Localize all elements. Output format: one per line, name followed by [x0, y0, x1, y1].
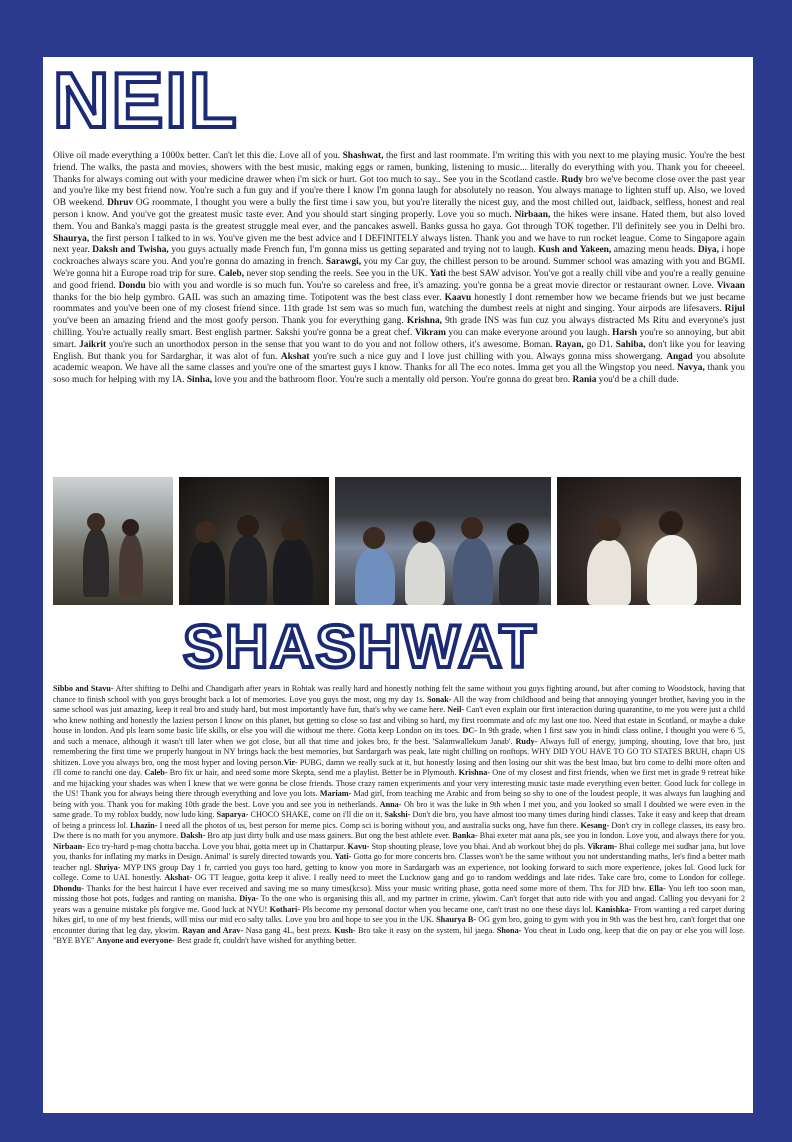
friend-name: Shashwat, [342, 151, 384, 161]
friend-name: Jaikrit [79, 339, 107, 350]
friend-name: Anyone and everyone- [96, 936, 175, 945]
friend-name: Akshat- [164, 873, 193, 882]
friend-name: Saparya- [216, 810, 249, 819]
friend-name: Banka- [452, 831, 478, 840]
neil-title: NEIL [53, 57, 239, 144]
friend-name: Shona- [496, 925, 522, 935]
friend-name: Caleb, [218, 268, 245, 279]
friend-name: Akshat [280, 351, 310, 362]
friend-name: Kothari- [269, 904, 301, 914]
friend-name: Sonak- [426, 694, 452, 704]
friend-name: Angad [666, 351, 693, 362]
group-photo-3 [335, 477, 551, 605]
friend-name: Rudy- [515, 736, 538, 746]
friend-name: Nirbaan, [514, 209, 551, 220]
friend-name: Dhondu- [53, 883, 84, 893]
friend-name: Shriya- [94, 862, 121, 872]
friend-name: Vir- [283, 757, 298, 767]
friend-name: Navya, [676, 363, 705, 374]
friend-name: Sahiba, [615, 339, 646, 350]
group-photo-2 [179, 477, 329, 605]
friend-name: Lhazin- [130, 820, 158, 830]
friend-name: Shaurya, [53, 233, 90, 244]
friend-name: Yati [429, 268, 446, 279]
friend-name: Rudy [561, 174, 583, 185]
friend-name: Vivaan [716, 280, 746, 291]
friend-name: Kush- [334, 925, 356, 935]
friend-name: Sarawgi, [325, 257, 362, 268]
friend-name: Kesang- [580, 820, 610, 830]
friend-name: Daksh- [180, 831, 206, 840]
friend-name: Diya- [239, 894, 259, 903]
friend-name: Mariam- [319, 789, 352, 798]
friend-name: Kaavu [444, 292, 472, 303]
shashwat-message: Sibbo and Stavu- After shifting to Delhi and Chandigarh after years in Rohtak was really hard and honestly nothing felt the same without you guys fighting around, but after coming to Woodstock, having that chance to finish school with you guys brought back a lot of memories. Love you guys the most, ong my day 1s. Sonak- All the way from childhood and being that annoying younger brother, having you in the same school was just amazing, keep it real bro and study hard, but most importantly have fun, that's why we came here. Neil- Can't even explain our first interaction during quarantine, to me you were just a child who knew nothing and honestly the laziest person I know on this planet, but getting so close so fast and vibing so hard, my first roommate and ofc my last one too. Need that estate in Scotland, or maybe a duke house in london. And pls learn some basic life skills, or else you will die without me there. Gotta keep London on its toes. DC- In 9th grade, when I first saw you in hindi class online, I thought you were 6 '5, and such a menace, although it wasn't till later when we got close, but all that time and jokes bro, fr the best. 'Salamwallekum Janab'. Rudy- Always full of energy, jumping, shouting, love that bro, just remembering the first time we properly hungout in NY brings back the best memories, but Sardargarh was peak, late night chilling on rooftops. WHY DID YOU HAVE TO GO TO STATES BRUH, chapri US shitizen. Love you always bro, ong the most hyper and loving person.Vir- PUBG, damn we really suck at it, but honestly losing and then losing our shit was the best lmao, but bro come to delhi more often and i'll come to ranchi one day. Caleb- Bro fix ur hair, and need some more Skepta, send me a playlist. Better be in Plymouth. Krishna- One of my closest and first friends, when we first met in grade 9 retreat hike and me hijacking your shades was when I knew that we were gonna be close friends. Those crazy ramen experiments and your very interesting music taste made everything even better. Good luck for college in the US! Thank you for always being there through everything and love you lots. Mariam- Mad girl, from teaching me Arabic and from being so shy to one of the loudest people, it was always fun laughing and being with you. Thank you for making 10th grade the best. Love you and see you in netherlands. Anna- Oh bro it was the luke in 9th when I met you, and you looked so small I doubted we were even in the same grade. To my roblox buddy, now ludo king. Saparya- CHOCO SHAKE, come on i'll die on it. Sakshi- Don't die bro, you have almost too many times during hindi classes. Take it easy and keep that dream of being a princess lol. Lhazin- I need all the photos of us, best person for meme pics. Comp sci is boring without you, and australia sucks ong, have fun there. Kesang- Don't cry in college classes, its easy bro. Dw there is no math for you anymore. Daksh- Bro atp just dirty bulk and use mass gainers. But ong the best athlete ever. Banka- Bhai exeter mat aana pls, see you in london. Love you, and always there for you. Nirbaan- Eco try-hard p-mag chotta baccha. Love you bhai, gotta meet up in Chattarpur. Kavu- Stop shouting please, love you bhai. And ab workout bhej do pls. Vikram- Bhai college mei sudhar jana, but love you, thanks for inflating my marks in Design. Animal' is surely directed towards you. Yati- Gotta go for more concerts bro. Classes won't be the same without you not understanding maths, let's find a better math teacher ngl. Shriya- MYP INS group Day 1 fr, carried you guys too hard, getting to know you more in Sardargarh was an experience, not looking forward to such more experience, jokes lol. Good luck for college. Come to UAL honestly. Akshat- OG TT league, gotta keep it alive. I really need to meet the Lucknow gang and go to random weddings and late rides. Take care bro, come to London for college. Dhondu- Thanks for the best haircut I have ever received and saving me so many times(kcso). Miss your music writing phase, gotta need some more of them. Thx for JID btw. Ella- You left too soon man, missing those hot pots, fudges and ranting on manisha. Diya- To the one who is organising this all, and my partner in crime, ykwim. Can't forget that auto ride with you and angad. Calling you devyani for 2 years was a genuine mistake pls forgive me. Good luck at NYU! Kothari- Pls become my personal doctor when you became one, can't trust no one these days lol. Kanishka- From wanting a red carpet during hikes girl, to one of my best friends, will miss our mid eco salty talks. Love you bro and hope to see you in the UK. Shaurya B- OG gym bro, going to gym with you in 9th was the best bro, can't forget that one encounter during that leg day, ykwim. Rayan and Arav- Nasa gang 4L, best prezs. Kush- Bro take it easy on the system, hil jaega. Shona- You cheat in Ludo ong, keep that die on pay or else you will lose. "BYE BYE" Anyone and everyone- Best grade fr, couldn't have wished for anything better. [53, 684, 746, 945]
friend-name: Kanishka- [595, 904, 632, 914]
friend-name: Rijul [724, 304, 745, 315]
friend-name: Caleb- [144, 768, 168, 777]
friend-name: Harsh [612, 327, 638, 338]
friend-name: Kavu- [347, 841, 370, 851]
photo-strip [53, 477, 751, 605]
friend-name: Neil- [447, 705, 465, 714]
friend-name: Shaurya B- [436, 915, 477, 924]
friend-name: Dhruv [107, 198, 134, 209]
neil-message: Olive oil made everything a 1000x better. Can't let this die. Love all of you. Shashwat, the first and last roommate. I'm writing this with you next to me playing music. You're the best friend. The walks, the pasta and movies, showers with the best music, making eggs or ramen, bunking, listening to music... literally do everything with you. Thank you for cheeeel. Thanks for always coming out with your medicine drawer when i'm sick or hurt. Got too much to say.. See you in the Scotland castle. Rudy bro we've become close over the past year and you're like my best friend now. You're such a fun guy and if you're there I know I'm gonna laugh for absolutely no reason. You always manage to lighten stuff up. Also, we loved OB weekend. Dhruv OG roommate, I thought you were a bully the first time i saw you, but you're literally the nicest guy, and the most chilled out, laidback, selfless, honest and real person i know. And you've got the greatest music taste ever. And you should start singing properly. Love you so much. Nirbaan, the hikes were insane. Hated them, but also loved them. You and Banka's maggi pasta is the greatest struggle meal ever, and the pancakes aswell. Banks gussa ho gaya. Got through TOK together. I'll definitely see you in Delhi bro. Shaurya, the first person I talked to in ws. You've given me the best advice and I DEFINITELY always listen. Thank you and we have to run rocket league. Come to Singapore again next year. Daksh and Twisha, you guys actually made French fun, I'm gonna miss us getting separated and trying not to laugh. Kush and Yakeen, amazing menu heads. Diya, i hope cockroaches always scare you. And you're gonna do amazing in french. Sarawgi, you my Car guy, the chillest person to be around. Summer school was amazing with you and BGMI. We're gonna hit a Europe road trip for sure. Caleb, never stop sending the reels. See you in the UK. Yati the best SAW advisor. You've got a really chill vibe and you're a really genuine and good friend. Dondu bio with you and wordle is so much fun. You're so careless and free, it's amazing. you're gonna be a great movie director or restaurant owner. Love. Vivaan thanks for the bio help gymbro. GAIL was such an amazing time. Totipotent was the best class ever. Kaavu honestly I dont remember how we became friends but we just became roommates and you've been one of my closest friend since. 11th grade 1st sem was so much fun, watching the dumbest reels at night and singing. Your airpods are lifesavers. Rijul you've been an amazing friend and the most goofy person. Thank you for everything gang. Krishna, 9th grade INS was fun cuz you always distracted Ms Ritu and everyone's just chilling. You're actually really smart. Best english partner. Sakshi you're gonna be a great chef. Vikram you can make everyone around you laugh. Harsh you're so annoying, but abit smart. Jaikrit you're such an unorthodox person in the sense that you want to do you and not follow others, it's awesome. Boman. Rayan, go D1. Sahiba, don't like you for leaving English. But thank you for Sardarghar, it was alot of fun. Akshat you're such a nice guy and I love just chilling with you. Always gonna miss showergang. Angad you absolute academic weapon. We have all the same classes and you're one of the smartest guys I know. Thanks for all The eco notes. Imma get you all the Wingstop you need. Navya, thank you soso much for helping with my IA. Sinha, love you and the bathroom floor. You're such a mentally old person. You're gonna do great bro. Rania you'd be a chill dude. [53, 151, 746, 386]
friend-name: DC- [462, 726, 477, 735]
friend-name: Vikram [415, 327, 446, 338]
friend-name: Rayan and Arav- [182, 925, 244, 935]
friend-name: Sibbo and Stavu- [53, 684, 114, 693]
shashwat-title: SHASHWAT [183, 613, 538, 680]
friend-name: Kush and Yakeen, [538, 245, 612, 256]
yearbook-page [43, 57, 753, 1113]
group-photo-1 [53, 477, 173, 605]
friend-name: Yati- [334, 852, 352, 861]
friend-name: Dondu [118, 280, 146, 291]
group-photo-4 [557, 477, 741, 605]
friend-name: Sinha, [186, 375, 213, 386]
friend-name: Krishna- [458, 768, 491, 777]
friend-name: Vikram- [587, 841, 617, 851]
friend-name: Krishna, [406, 316, 442, 327]
friend-name: Rania [572, 375, 597, 386]
friend-name: Sakshi- [384, 810, 411, 819]
friend-name: Diya, [697, 245, 719, 256]
friend-name: Daksh and Twisha, [92, 245, 169, 256]
friend-name: Rayan, [555, 339, 584, 350]
friend-name: Nirbaan- [53, 841, 85, 851]
friend-name: Anna- [379, 799, 402, 809]
friend-name: Ella- [648, 883, 666, 893]
